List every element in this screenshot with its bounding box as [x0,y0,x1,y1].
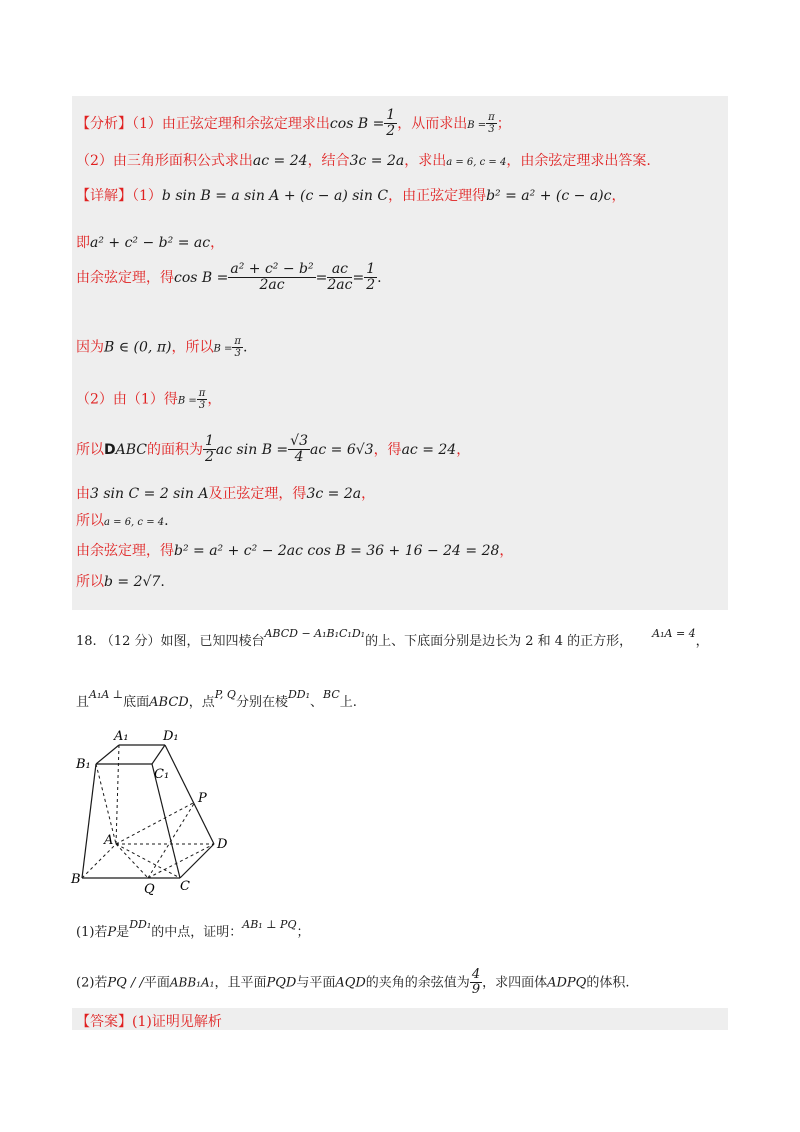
fraction-one-half: $\frac{1}{2}$ [386,107,396,140]
math-expr: b = 2√7 [104,574,161,590]
problem-text: ，且平面 [214,975,267,991]
analysis-line-2 [76,150,651,170]
edge-BA-hidden [82,844,116,878]
math-expr: B ∈ (0, π) [104,339,172,356]
detail-text: ， [456,441,471,458]
detail-text: ，所以 [171,339,214,356]
detail-line-6 [76,434,470,466]
detail-text: 由余弦定理，得 [76,269,174,286]
math-expr: b sin B = a sin A + (c − a) sin C [161,188,389,204]
math-P: P [107,925,117,940]
math-AQD: AQD [335,975,366,991]
detail-text: 由 [76,486,90,502]
detail-text: ，由正弦定理得 [388,188,487,204]
problem-text: 、 [310,695,324,710]
problem-text: ； [296,925,310,940]
analysis-line-1 [76,108,511,140]
frustum-figure [70,726,240,896]
math-PQD: PQD [266,975,297,991]
math-cosB: cos B = [329,115,385,132]
math-plane-ABB1A1: ABB₁A₁ [169,975,215,990]
analysis-text: ，求出 [404,153,447,169]
math-a6c4: a = 6, c = 4 [104,517,165,528]
edge-QP-hidden [148,802,195,878]
detail-text: 所以 [76,441,104,458]
fraction-sqrt3-4: $\frac{√3}{4}$ [290,433,308,466]
math-expr: 3 sin C = 2 sin A [90,486,209,502]
edge-B1B [82,764,96,878]
math-DD1: DD₁ [287,688,311,701]
analysis-text: ，由余弦定理求出答案. [506,153,651,169]
edge-CD [180,844,214,878]
detail-text: ， [611,188,626,204]
math-AB1-perp-PQ: AB₁ ⊥ PQ [242,918,297,931]
subquestion-1 [76,918,309,940]
answer-line [76,1011,222,1031]
label-D1: D₁ [163,729,179,744]
problem-text: 的中点，证明： [151,925,243,940]
edge-AC-hidden [116,844,180,878]
math-3c2a: 3c = 2a [349,153,405,169]
label-B: B [71,872,81,887]
detail-text: ，得 [373,441,402,458]
detail-text: 的面积为 [147,441,203,458]
fraction-four-ninths: $\frac{4}{9}$ [471,967,481,998]
label-D: D [217,837,228,852]
fraction-pi-third: $\frac{\pi}{3}$ [234,336,241,359]
fraction-one-half: $\frac{1}{2}$ [205,433,214,466]
answer-tag: 【答案】 [76,1014,132,1030]
label-C: C [180,879,190,894]
problem-text: (2)若 [76,975,108,991]
detail-text: （1） [132,188,162,204]
math-B: B = [177,395,197,407]
fraction-cosine-law: $\frac{\text{a² + c² − b²}}{2ac}$ [230,261,314,294]
label-A: A [104,833,114,848]
detail-text: ， [207,391,222,408]
detail-text: ， [499,543,514,559]
analysis-text: （1）由正弦定理和余弦定理求出 [132,115,330,132]
fraction-one-half: $\frac{1}{2}$ [366,261,376,294]
problem-line-2 [76,688,357,710]
detail-line-7 [76,483,375,503]
answer-text: (1)证明见解析 [132,1014,222,1030]
detail-line-4 [76,336,247,359]
math-frustum: ABCD − A₁B₁C₁D₁ [264,627,366,640]
detail-line-10 [76,571,165,591]
fraction-pi-third: $\frac{\pi}{3}$ [198,388,206,411]
math-DD1: DD₁ [129,918,152,931]
edge-AB1-hidden [96,764,116,844]
label-Q: Q [144,882,155,896]
detail-text: ， [210,235,225,251]
math-BC: BC [323,688,340,701]
subquestion-2 [76,968,629,998]
detail-text: 及正弦定理，得 [208,486,307,502]
problem-text: 底面 [123,695,150,710]
math-A1A4: A₁A = 4 [652,627,696,640]
math-expr: a² + c² − b² = ac [90,235,211,251]
detail-text: . [377,269,382,286]
edge-D1C1 [152,745,165,764]
math-expr: ac sin B = [215,441,289,458]
edge-QD-hidden [148,844,214,878]
math-eq: = [315,269,328,286]
problem-text: (1)若 [76,925,108,940]
analysis-text: ，结合 [307,153,350,169]
label-P: P [198,791,207,806]
analysis-text: ，从而求出 [397,115,468,132]
problem-text: 且 [76,695,90,710]
math-ABC: ABC [115,441,147,458]
problem-text: 的体积. [586,975,630,991]
math-eq: = [352,269,365,286]
fraction-pi-third: $\frac{\pi}{3}$ [488,112,495,136]
edge-AP-hidden [116,802,195,844]
math-ABCD: ABCD [149,695,189,710]
detail-text: （2）由（1）得 [76,391,178,408]
edge-A1A-hidden [116,745,119,844]
detail-text: . [164,513,169,529]
detail-text: . [160,574,165,590]
problem-text: 与平面 [296,975,336,991]
math-perp: A₁A ⊥ [89,688,124,701]
math-expr: ac = 6√3 [310,441,374,458]
problem-text: ，求四面体 [482,975,548,991]
problem-text: 是 [116,925,130,940]
problem-text: ， [695,634,709,649]
math-expr: b² = a² + c² − 2ac cos B = 36 + 16 − 24 = 28 [174,543,500,559]
detail-text: . [242,339,248,356]
math-expr: b² = a² + (c − a)c [486,188,612,204]
math-B: B = [467,119,487,131]
analysis-text: ； [496,115,511,132]
detail-text: 因为 [76,339,104,356]
problem-text: 18. （12 分）如图，已知四棱台 [76,634,265,649]
math-PQ: P, Q [214,688,236,701]
problem-text: 上. [339,695,357,710]
math-3c2a: 3c = 2a [306,486,362,502]
analysis-tag: 【分析】 [76,115,132,132]
detail-text: ， [361,486,376,502]
edge-B1A1 [96,745,119,764]
math-PQ-parallel: PQ / / [107,975,144,991]
math-ADPQ: ADPQ [547,975,587,991]
triangle-symbol: D [104,441,116,458]
math-a6c4: a = 6, c = 4 [446,157,507,168]
math-B: B = [213,343,233,355]
problem-text: 平面 [143,975,170,991]
label-A1: A₁ [114,729,129,744]
detail-text: 所以 [76,513,104,529]
detail-tag: 【详解】 [76,188,132,204]
math-ac24: ac = 24 [401,441,457,458]
problem-text: ，点 [188,695,215,710]
detail-line-2 [76,232,224,252]
problem-text: 的上、下底面分别是边长为 2 和 4 的正方形， [365,634,633,649]
problem-text: 分别在棱 [235,695,288,710]
detail-line-5 [76,388,221,411]
math-cosB: cos B = [174,269,229,286]
problem-line-1 [76,627,709,649]
edge-AQ-hidden [116,844,148,878]
label-C1: C₁ [154,767,170,782]
detail-line-8 [76,510,169,530]
fraction-ac-2ac: $\frac{ac}{2ac}$ [327,261,353,294]
detail-text: 由余弦定理，得 [76,543,174,559]
label-B1: B₁ [76,757,91,772]
detail-line-3 [76,262,382,294]
detail-line-1 [76,185,625,205]
detail-line-9 [76,540,513,560]
analysis-text: （2）由三角形面积公式求出 [76,153,253,169]
problem-text: 的夹角的余弦值为 [365,975,470,991]
detail-text: 即 [76,235,90,251]
math-ac24: ac = 24 [252,153,308,169]
detail-text: 所以 [76,574,104,590]
